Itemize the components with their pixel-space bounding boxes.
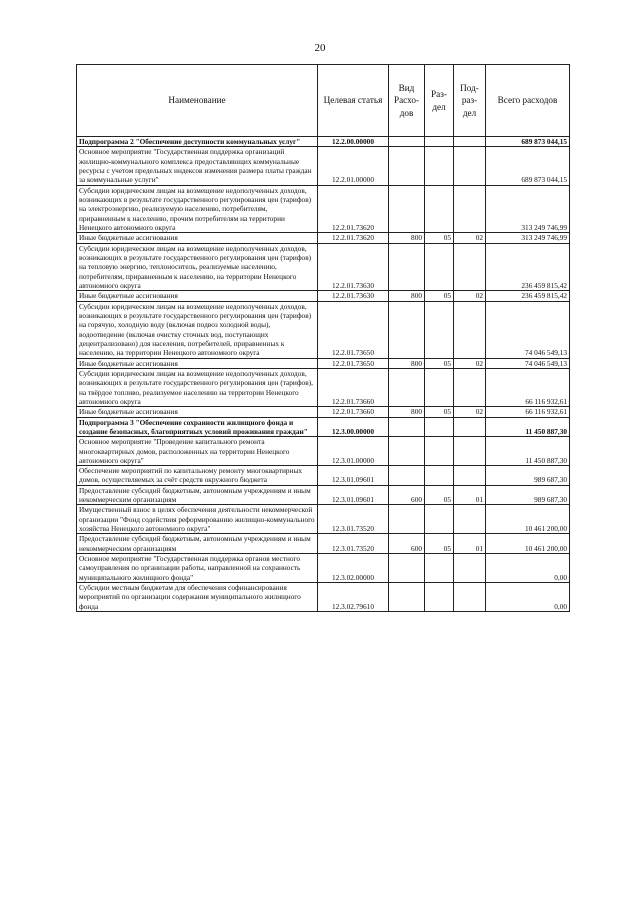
cell-section [425, 417, 454, 437]
cell-type: 800 [389, 233, 425, 243]
cell-section [425, 466, 454, 486]
cell-section [425, 505, 454, 534]
cell-section [425, 301, 454, 358]
table-row [77, 534, 570, 554]
cell-total: 989 687,30 [486, 485, 570, 505]
cell-total: 689 873 044,15 [486, 147, 570, 185]
cell-subsection [454, 466, 486, 486]
budget-table [76, 64, 570, 612]
table-row [77, 233, 570, 243]
cell-target: 12.2.01.73660 [318, 368, 389, 406]
cell-total: 689 873 044,15 [486, 137, 570, 147]
table-row [77, 417, 570, 437]
cell-type [389, 505, 425, 534]
cell-subsection: 01 [454, 485, 486, 505]
cell-name: Иные бюджетные ассигнования [77, 291, 318, 301]
cell-target: 12.2.01.73620 [318, 185, 389, 233]
cell-section: 05 [425, 534, 454, 554]
cell-section: 05 [425, 358, 454, 368]
cell-total: 989 687,30 [486, 466, 570, 486]
cell-name: Субсидии местным бюджетам для обеспечения софинансирования мероприятий по организации содержания муниципального жилищного фонда [77, 583, 318, 612]
cell-target: 12.2.01.73630 [318, 243, 389, 291]
cell-total: 11 450 887,30 [486, 437, 570, 466]
cell-type: 600 [389, 485, 425, 505]
cell-name: Подпрограмма 2 "Обеспечение доступности коммунальных услуг" [77, 137, 318, 147]
cell-target: 12.2.01.73650 [318, 301, 389, 358]
cell-total: 74 046 549,13 [486, 358, 570, 368]
cell-target: 12.2.01.73650 [318, 358, 389, 368]
cell-name: Подпрограмма 3 "Обеспечение сохранности жилищного фонда и создание безопасных, благоприятных условий проживания граждан" [77, 417, 318, 437]
cell-name: Имущественный взнос в целях обеспечения деятельности некоммерческой организации "Фонд содействия реформированию жилищно-коммунального хозяйства Ненецкого автономного округа" [77, 505, 318, 534]
cell-name: Субсидии юридическим лицам на возмещение недополученных доходов, возникающих в результате государственного регулирования цен (тарифов) на горячую, холодную воду (включая подвоз холодной воды), водоотведение (включая очистку сточных вод, поступающих децентрализовано) для населения, потребителей, приравненных к населению, на территории Ненецкого автономного округа [77, 301, 318, 358]
cell-section: 05 [425, 407, 454, 417]
table-row [77, 147, 570, 185]
cell-section: 05 [425, 485, 454, 505]
cell-section [425, 437, 454, 466]
cell-name: Предоставление субсидий бюджетным, автономным учреждениям и иным некоммерческим организациям [77, 534, 318, 554]
table-row [77, 583, 570, 612]
cell-type [389, 147, 425, 185]
cell-name: Субсидии юридическим лицам на возмещение недополученных доходов, возникающих в результате государственного регулирования цен (тарифов) на электроэнергию, реализуемую населению, потребителям, приравненным к населению, прочим потребителям на территории Ненецкого автономного округа [77, 185, 318, 233]
cell-subsection [454, 147, 486, 185]
cell-subsection [454, 554, 486, 583]
col-header-target: Целевая статья [318, 65, 389, 137]
cell-total: 66 116 932,61 [486, 407, 570, 417]
cell-subsection: 02 [454, 407, 486, 417]
table-row [77, 243, 570, 291]
cell-total: 313 249 746,99 [486, 185, 570, 233]
cell-subsection [454, 583, 486, 612]
cell-total: 11 450 887,30 [486, 417, 570, 437]
cell-total: 10 461 200,00 [486, 534, 570, 554]
cell-name: Иные бюджетные ассигнования [77, 233, 318, 243]
cell-total: 66 116 932,61 [486, 368, 570, 406]
cell-total: 0,00 [486, 554, 570, 583]
cell-subsection: 02 [454, 233, 486, 243]
cell-target: 12.2.01.73660 [318, 407, 389, 417]
cell-type: 800 [389, 358, 425, 368]
table-row [77, 505, 570, 534]
table-row [77, 185, 570, 233]
table-row [77, 437, 570, 466]
cell-name: Основное мероприятие "Проведение капитального ремонта многоквартирных домов, расположенных на территории Ненецкого автономного округа" [77, 437, 318, 466]
cell-target: 12.3.02.00000 [318, 554, 389, 583]
cell-total: 313 249 746,99 [486, 233, 570, 243]
cell-type [389, 301, 425, 358]
cell-type [389, 368, 425, 406]
cell-target: 12.2.01.73630 [318, 291, 389, 301]
cell-section [425, 147, 454, 185]
cell-section [425, 583, 454, 612]
cell-name: Основное мероприятие "Государственная поддержка органов местного самоуправления по организации работы, направленной на сохранность муниципального жилищного фонда" [77, 554, 318, 583]
cell-type: 800 [389, 407, 425, 417]
cell-type [389, 185, 425, 233]
table-body [77, 137, 570, 612]
cell-section [425, 137, 454, 147]
cell-subsection [454, 368, 486, 406]
cell-target: 12.3.01.73520 [318, 505, 389, 534]
col-header-type: Вид Расхо-дов [389, 65, 425, 137]
cell-subsection: 02 [454, 358, 486, 368]
cell-target: 12.3.01.09601 [318, 485, 389, 505]
cell-subsection [454, 505, 486, 534]
cell-total: 0,00 [486, 583, 570, 612]
cell-type [389, 243, 425, 291]
cell-section [425, 554, 454, 583]
cell-section: 05 [425, 291, 454, 301]
cell-total: 74 046 549,13 [486, 301, 570, 358]
cell-total: 10 461 200,00 [486, 505, 570, 534]
cell-type [389, 437, 425, 466]
cell-name: Субсидии юридическим лицам на возмещение недополученных доходов, возникающих в результате государственного регулирования цен (тарифов) на тепловую энергию, теплоноситель, реализуемые населению, потребителям, приравненным к населению, на территории Ненецкого автономного округа [77, 243, 318, 291]
cell-subsection [454, 243, 486, 291]
page-number: 20 [314, 42, 326, 54]
cell-target: 12.3.02.79610 [318, 583, 389, 612]
cell-target: 12.2.01.73620 [318, 233, 389, 243]
cell-subsection [454, 137, 486, 147]
cell-type: 600 [389, 534, 425, 554]
header-row [77, 65, 570, 137]
cell-name: Иные бюджетные ассигнования [77, 358, 318, 368]
cell-target: 12.3.01.00000 [318, 437, 389, 466]
cell-type [389, 466, 425, 486]
cell-subsection [454, 417, 486, 437]
cell-section: 05 [425, 233, 454, 243]
cell-target: 12.2.00.00000 [318, 137, 389, 147]
cell-target: 12.3.01.09601 [318, 466, 389, 486]
cell-section [425, 185, 454, 233]
table-row [77, 554, 570, 583]
table-row [77, 358, 570, 368]
cell-type: 800 [389, 291, 425, 301]
table-row [77, 407, 570, 417]
cell-name: Иные бюджетные ассигнования [77, 407, 318, 417]
cell-subsection [454, 437, 486, 466]
table-row [77, 368, 570, 406]
cell-name: Обеспечение мероприятий по капитальному ремонту многоквартирных домов, осуществляемых за счёт средств окружного бюджета [77, 466, 318, 486]
cell-target: 12.3.01.73520 [318, 534, 389, 554]
table-row [77, 137, 570, 147]
cell-type [389, 137, 425, 147]
cell-type [389, 417, 425, 437]
col-header-name: Наименование [77, 65, 318, 137]
cell-name: Предоставление субсидий бюджетным, автономным учреждениям и иным некоммерческим организациям [77, 485, 318, 505]
col-header-total: Всего расходов [486, 65, 570, 137]
cell-name: Субсидии юридическим лицам на возмещение недополученных доходов, возникающих в результате государственного регулирования цен (тарифов), на твёрдое топливо, реализуемое населению на территории Ненецкого автономного округа [77, 368, 318, 406]
cell-subsection: 01 [454, 534, 486, 554]
cell-target: 12.2.01.00000 [318, 147, 389, 185]
cell-section [425, 368, 454, 406]
table-row [77, 485, 570, 505]
table-row [77, 466, 570, 486]
cell-type [389, 583, 425, 612]
cell-type [389, 554, 425, 583]
col-header-subsection: Под-раз-дел [454, 65, 486, 137]
cell-subsection: 02 [454, 291, 486, 301]
cell-target: 12.3.00.00000 [318, 417, 389, 437]
cell-total: 236 459 815,42 [486, 291, 570, 301]
table-row [77, 301, 570, 358]
cell-section [425, 243, 454, 291]
table-row [77, 291, 570, 301]
cell-subsection [454, 185, 486, 233]
cell-total: 236 459 815,42 [486, 243, 570, 291]
cell-name: Основное мероприятие "Государственная поддержка организаций жилищно-коммунального комплекса предоставляющих коммунальные ресурсы с учетом предельных индексов изменения размера платы граждан за коммунальные услуги" [77, 147, 318, 185]
cell-subsection [454, 301, 486, 358]
col-header-section: Раз-дел [425, 65, 454, 137]
